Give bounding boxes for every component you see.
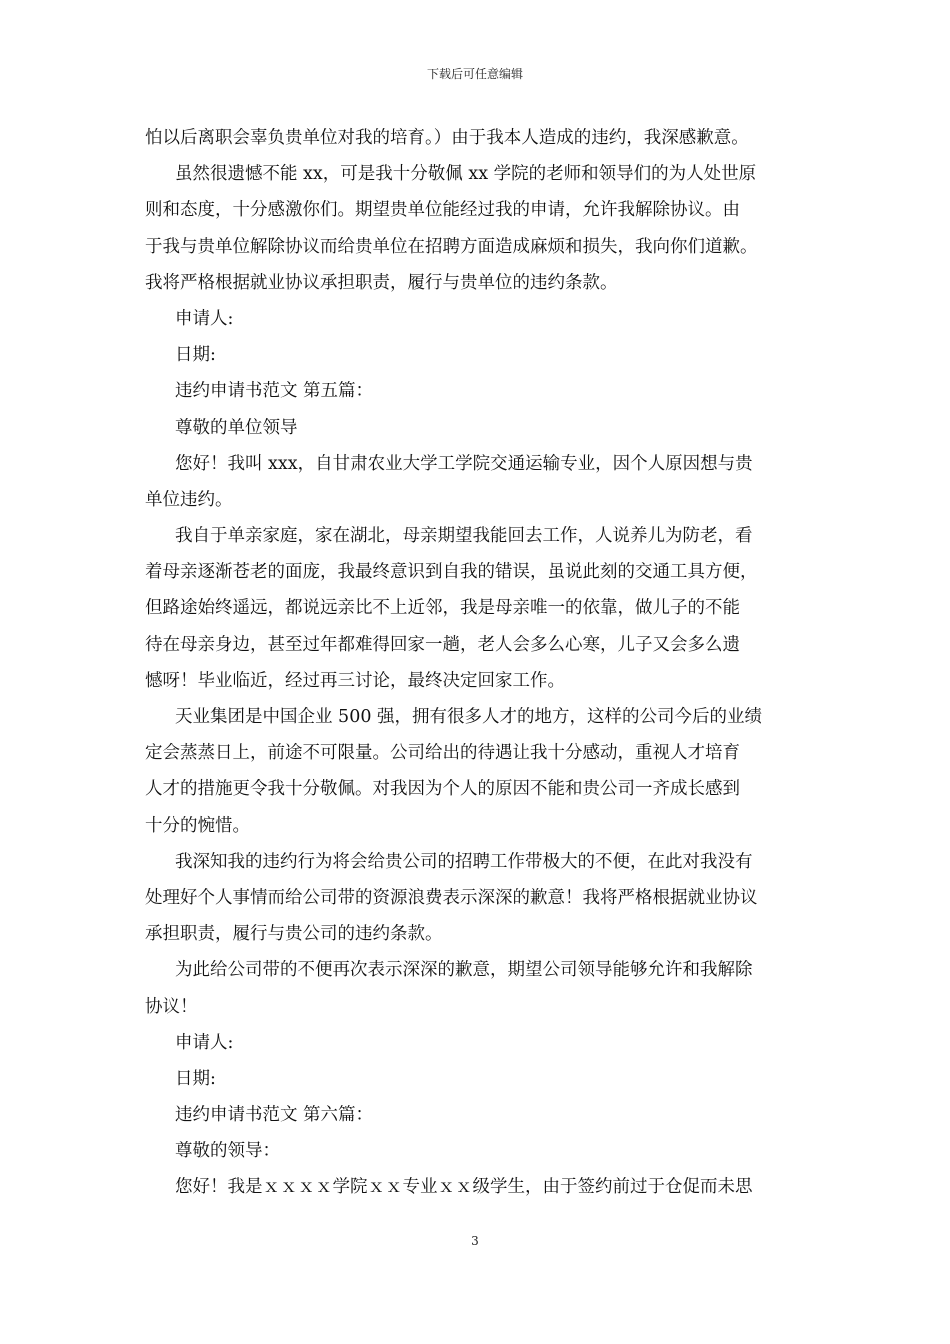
- text-line: 尊敬的单位领导: [175, 417, 298, 438]
- text-line: 则和态度，十分感激你们。期望贵单位能经过我的申请，允许我解除协议。由: [145, 200, 740, 221]
- text-line: 尊敬的领导：: [175, 1141, 280, 1162]
- text-line: 定会蒸蒸日上，前途不可限量。公司给出的待遇让我十分感动，重视人才培育: [145, 743, 740, 764]
- page-number: 3: [471, 1234, 479, 1248]
- text-line: 虽然很遗憾不能 xx，可是我十分敬佩 xx 学院的老师和领导们的为人处世原: [175, 164, 757, 185]
- text-line: 我深知我的违约行为将会给贵公司的招聘工作带极大的不便，在此对我没有: [175, 851, 753, 872]
- text-line: 十分的惋惜。: [145, 815, 250, 836]
- text-line: 着母亲逐渐苍老的面庞，我最终意识到自我的错误，虽说此刻的交通工具方便，: [145, 562, 758, 583]
- text-line: 违约申请书范文 第五篇：: [175, 381, 374, 402]
- text-line: 日期:: [175, 345, 216, 366]
- text-line: 天业集团是中国企业 500 强，拥有很多人才的地方，这样的公司今后的业绩: [175, 707, 763, 727]
- text-line: 我将严格根据就业协议承担职责，履行与贵单位的违约条款。: [145, 272, 618, 293]
- text-line: 处理好个人事情而给公司带的资源浪费表示深深的歉意！我将严格根据就业协议: [145, 887, 758, 908]
- text-line: 您好！我叫 xxx，自甘肃农业大学工学院交通运输专业，因个人原因想与贵: [175, 453, 753, 474]
- text-line: 憾呀！毕业临近，经过再三讨论，最终决定回家工作。: [145, 670, 565, 691]
- text-line: 待在母亲身边，甚至过年都难得回家一趟，老人会多么心寒，儿子又会多么遗: [145, 634, 740, 655]
- document-body: [145, 120, 825, 1206]
- text-line: 申请人:: [175, 308, 234, 329]
- text-line: 我自于单亲家庭，家在湖北，母亲期望我能回去工作，人说养儿为防老，看: [175, 526, 753, 547]
- text-line: 于我与贵单位解除协议而给贵单位在招聘方面造成麻烦和损失，我向你们道歉。: [145, 236, 758, 257]
- text-line: 单位违约。: [145, 489, 233, 510]
- text-line: 日期:: [175, 1068, 216, 1089]
- text-line: 但路途始终遥远，都说远亲比不上近邻，我是母亲唯一的依靠，做儿子的不能: [145, 598, 740, 619]
- text-line: 怕以后离职会辜负贵单位对我的培育。）由于我本人造成的违约，我深感歉意。: [145, 128, 749, 148]
- text-line: 申请人:: [175, 1032, 234, 1053]
- text-line: 协议！: [145, 996, 198, 1017]
- text-line: 承担职责，履行与贵公司的违约条款。: [145, 924, 443, 945]
- text-line: 违约申请书范文 第六篇：: [175, 1105, 374, 1126]
- text-line: 人才的措施更令我十分敬佩。对我因为个人的原因不能和贵公司一齐成长感到: [145, 779, 740, 800]
- text-line: 为此给公司带的不便再次表示深深的歉意，期望公司领导能够允许和我解除: [175, 960, 753, 981]
- page-header: 下载后可任意编辑: [426, 67, 523, 81]
- text-line: 您好！我是ｘｘｘｘ学院ｘｘ专业ｘｘ级学生，由于签约前过于仓促而未思: [175, 1177, 753, 1198]
